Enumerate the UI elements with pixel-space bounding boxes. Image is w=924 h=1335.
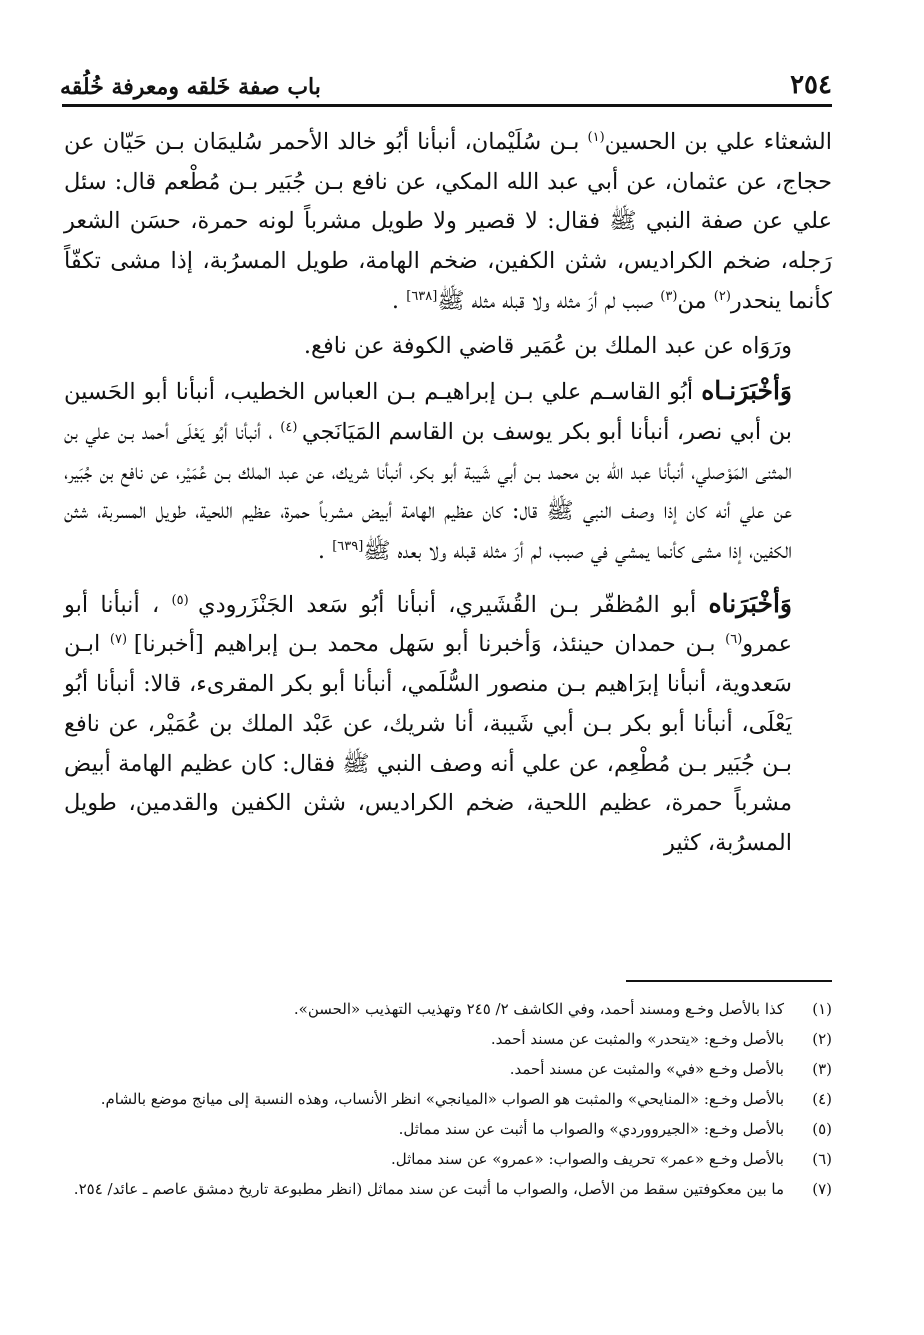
text-run: من	[677, 287, 714, 314]
footnote	[64, 994, 832, 1024]
text-run: صبب لم أرَ مثله ولا قبله مثله ﷺ	[437, 287, 661, 314]
footnote-number: (٧)	[812, 1180, 832, 1198]
footnote-text: بالأصل وخـع: «المنايحي» والمثبت هو الصواب «الميانجي» انظر الأنساب، وهذه النسبة إلى ميانج موضع بالشام.	[100, 1090, 784, 1108]
footnote-number: (٣)	[812, 1060, 832, 1078]
footnote-marker-5: (٥)	[171, 592, 198, 608]
text-run: ، أنبأنا أبو عمرو	[64, 591, 792, 658]
footnote	[64, 1114, 832, 1144]
page-number: ٢٥٤	[790, 70, 832, 100]
text-run: ، أنبأنا أبُو يَعْلَى أحمد بـن علي بن المثنى المَوْصلي، أنبأنا عبد الله بن محمد بـن أبي شَيبة أبو بكر، أنبأنا شريك، عن عبد الملك بـن عُمَيْر، عن نافع بن جُبَير، عن علي أنه كان إذا وصف النبي ﷺ قال: كان عظيم الهامة أبيض مشرباً حمرة، عظيم اللحية، طويل المسربة، شثن الكفين، إذا مشى كأنما يمشي في صبب، لم أرَ مثله قبله ولا بعده ﷺ	[64, 418, 792, 565]
text-run: بـن حمدان حينئذ، وَأخبرنا أبو سَهل محمد بـن إبراهيم [أخبرنا]	[133, 631, 726, 658]
footnote-marker-4: (٤)	[280, 419, 302, 435]
footnotes	[64, 994, 832, 1204]
text-run: .	[391, 287, 407, 314]
footnote-text: كذا بالأصل وخـع ومسند أحمد، وفي الكاشف ٢/ ٢٤٥ وتهذيب التهذيب «الحسن».	[293, 1000, 784, 1018]
footnote-text: بالأصل وخـع «في» والمثبت عن مسند أحمد.	[509, 1060, 784, 1078]
paragraph-2	[64, 327, 832, 367]
hadith-number: [٦٣٩]	[332, 539, 364, 555]
text-run: الشعثاء علي بن الحسين	[604, 129, 833, 155]
footnote-number: (٢)	[812, 1030, 832, 1048]
text-run: ابـن سَعدوية، أنبأنا إبرَاهيم بـن منصور السُّلَمي، أنبأنا أبو بكر المقرىء، قالا: أنبأنا أبُو يَعْلَى، أنبأنا أبو بكر بـن أبي شَيبة، أنا شريك، عن عَبْد الملك بن عُمَيْر، عن نافع بـن جُبَير بـن مُطْعِم، عن علي أنه وصف النبي ﷺ فقال: كان عظيم الهامة أبيض مشرباً حمرة، عظيم اللحية، ضخم الكراديس، شثن الكفين والقدمين، طويل المسرُبة، كثير	[64, 631, 792, 856]
text-run: أبو المُظفّر بـن القُشَيري، أنبأنا أبُو سَعد الجَنْزَرودي	[197, 591, 709, 618]
footnote-separator	[626, 980, 832, 982]
text-run: .	[317, 538, 333, 565]
paragraph-3	[64, 371, 832, 572]
footnote-number: (٦)	[812, 1150, 832, 1168]
hadith-number: [٦٣٨]	[406, 288, 438, 304]
text-run: ورَوَاه عن عبد الملك بن عُمَير قاضي الكوفة عن نافع.	[303, 332, 792, 359]
footnote	[64, 1024, 832, 1054]
footnote	[64, 1144, 832, 1174]
footnote-text: بالأصل وخـع: «يتحدر» والمثبت عن مسند أحمد.	[490, 1030, 784, 1048]
footnote-text: بالأصل وخـع: «الجيرووردي» والصواب ما أثبت عن سند مماثل.	[398, 1120, 784, 1138]
footnote-marker-3: (٣)	[660, 288, 678, 304]
running-title: باب صفة خَلقه ومعرفة خُلُقه	[60, 74, 321, 100]
header-rule	[62, 104, 832, 107]
footnote-marker-6: (٦)	[725, 632, 743, 648]
footnote	[64, 1054, 832, 1084]
footnote	[64, 1174, 832, 1204]
footnote-number: (٤)	[812, 1090, 832, 1108]
footnote-number: (٥)	[812, 1120, 832, 1138]
page-header	[60, 60, 832, 100]
footnote-number: (١)	[812, 1000, 832, 1018]
paragraph-1	[64, 123, 832, 322]
footnote-marker-2: (٢)	[713, 288, 731, 304]
footnote-marker-1: (١)	[587, 130, 605, 145]
text-run: أبُو القاسـم علي بـن إبراهيـم بـن العباس الخطيب، أنبأنا أبو الحَسين بن أبي نصر، أنبأنا أبو بكر يوسف بن القاسم المَيَانَجي	[64, 379, 792, 445]
paragraph-lead: وَأخْبَرَنـاه	[701, 376, 792, 406]
main-text	[64, 123, 832, 864]
footnote-text: ما بين معكوفتين سقط من الأصل، والصواب ما أثبت عن سند مماثل (انظر مطبوعة تاريخ دمشق عاصم ـ عائد/ ٢٥٤.	[73, 1180, 784, 1198]
paragraph-4	[64, 584, 832, 864]
footnote-text: بالأصل وخـع «عمر» تحريف والصواب: «عمرو» عن سند مماثل.	[390, 1150, 784, 1168]
text-run: بـن سُلَيْمان، أنبأنا أبُو خالد الأحمر سُليمَان بـن حَيّان عن حجاج، عن عثمان، عن أبي عبد الله المكي، عن نافع بـن جُبَير بـن مُطْعم قال: سئل علي عن صفة النبي ﷺ فقال: لا قصير ولا طويل مشرباً لونه حمرة، حسَن الشعر رَجله، ضخم الكراديس، شثن الكفين، ضخم الهامة، طويل المسرُبة، إذا مشى تكفّاً كأنما ينحدر	[64, 129, 832, 314]
footnote	[64, 1084, 832, 1114]
paragraph-lead: وَأخْبَرَناه	[708, 588, 792, 618]
footnote-marker-7: (٧)	[109, 632, 134, 648]
